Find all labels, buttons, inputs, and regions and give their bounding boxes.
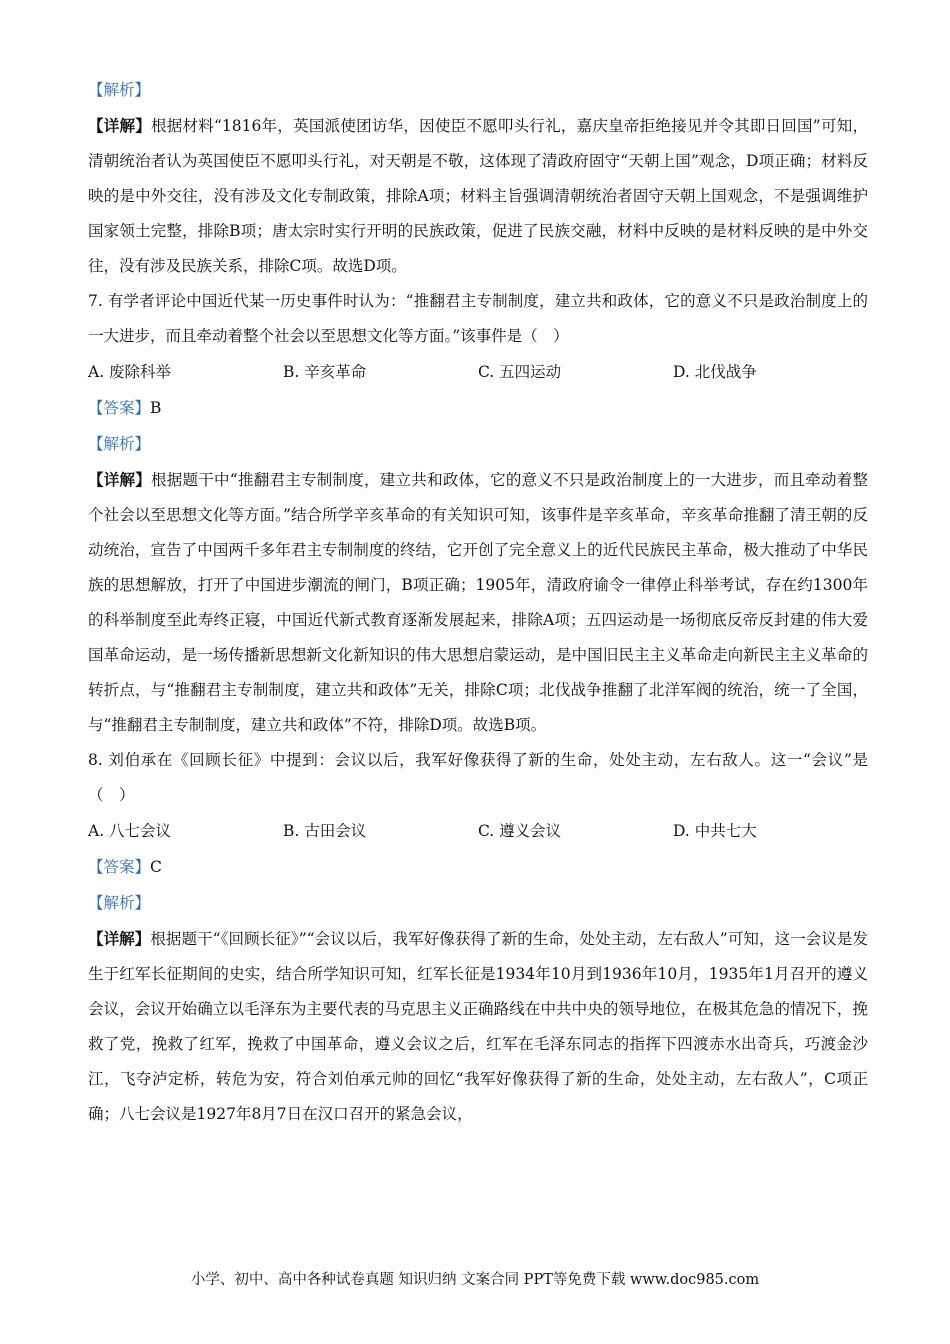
option: D. 中共七大: [673, 822, 757, 840]
answer-line: 【答案】B: [88, 399, 162, 417]
page-footer: 小学、初中、高中各种试卷真题 知识归纳 文案合同 PPT等免费下载 www.doc985.com: [190, 1272, 760, 1288]
option: A. 八七会议: [88, 822, 172, 840]
question-7-options: [88, 354, 868, 390]
option: B. 古田会议: [283, 822, 367, 840]
detail-paragraph: 【详解】根据题干“《回顾长征》”“会议以后，我军好像获得了新的生命，处处主动，左右敌人”可知，这一会议是发生于红军长征期间的史实，结合所学知识可知，红军长征是1934年10月到1936年10月，1935年1月召开的遵义会议，会议开始确立以毛泽东为主要代表的马克思主义正确路线在中共中央的领导地位，在极其危急的情况下，挽救了党，挽救了红军，挽救了中国革命，遵义会议之后，红军在毛泽东同志的指挥下四渡赤水出奇兵，巧渡金沙江，飞夺泸定桥，转危为安，符合刘伯承元帅的回忆“我军好像获得了新的生命，处处主动，左右敌人”，C项正确；八七会议是1927年8月7日在汉口召开的紧急会议，: [88, 929, 868, 1123]
option: C. 遵义会议: [478, 822, 562, 840]
document-page: [88, 72, 868, 1132]
question-8-options: [88, 813, 868, 849]
question-7-stem: 7. 有学者评论中国近代某一历史事件时认为：“推翻君主专制制度，建立共和政体，它的意义不只是政治制度上的一大进步，而且牵动着整个社会以至思想文化等方面。”该事件是（ ）: [88, 292, 868, 345]
analysis-tag: 【解析】: [88, 81, 151, 99]
answer-line: 【答案】C: [88, 858, 162, 876]
option: D. 北伐战争: [673, 363, 757, 381]
option: B. 辛亥革命: [283, 363, 367, 381]
question-8-stem: 8. 刘伯承在《回顾长征》中提到：会议以后，我军好像获得了新的生命，处处主动，左右敌人。这一“会议”是（ ）: [88, 751, 868, 804]
detail-paragraph: 【详解】根据材料“1816年，英国派使团访华，因使臣不愿叩头行礼，嘉庆皇帝拒绝接见并令其即日回国”可知，清朝统治者认为英国使臣不愿叩头行礼，对天朝是不敬，这体现了清政府固守“天朝上国”观念，D项正确；材料反映的是中外交往，没有涉及文化专制政策，排除A项；材料主旨强调清朝统治者固守天朝上国观念，不是强调维护国家领土完整，排除B项；唐太宗时实行开明的民族政策，促进了民族交融，材料中反映的是材料反映的是中外交往，没有涉及民族关系，排除C项。故选D项。: [88, 116, 868, 275]
analysis-tag: 【解析】: [88, 435, 151, 453]
analysis-tag: 【解析】: [88, 894, 151, 912]
option: C. 五四运动: [478, 363, 562, 381]
option: A. 废除科举: [88, 363, 172, 381]
detail-paragraph: 【详解】根据题干中“推翻君主专制制度，建立共和政体，它的意义不只是政治制度上的一大进步，而且牵动着整个社会以至思想文化等方面。”结合所学辛亥革命的有关知识可知，该事件是辛亥革命，辛亥革命推翻了清王朝的反动统治，宣告了中国两千多年君主专制制度的终结，它开创了完全意义上的近代民族民主革命，极大推动了中华民族的思想解放，打开了中国进步潮流的闸门，B项正确；1905年，清政府谕令一律停止科举考试，存在约1300年的科举制度至此寿终正寝，中国近代新式教育逐渐发展起来，排除A项；五四运动是一场彻底反帝反封建的伟大爱国革命运动，是一场传播新思想新文化新知识的伟大思想启蒙运动，是中国旧民主主义革命走向新民主主义革命的转折点，与“推翻君主专制制度，建立共和政体”无关，排除C项；北伐战争推翻了北洋军阀的统治，统一了全国，与“推翻君主专制制度，建立共和政体”不符，排除D项。故选B项。: [88, 470, 868, 734]
